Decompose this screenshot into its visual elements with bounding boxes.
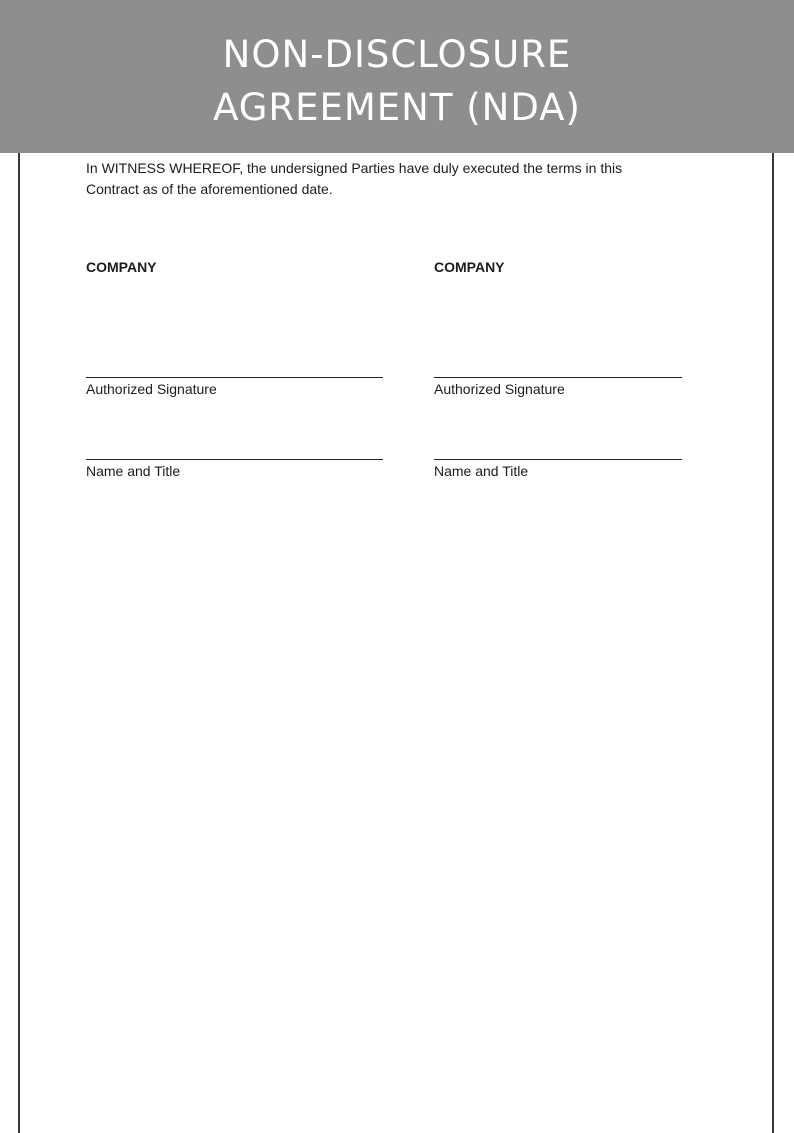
signature-line[interactable] <box>434 377 682 378</box>
party-heading: COMPANY <box>86 259 157 275</box>
banner-title-line-1: NON-DISCLOSURE <box>222 33 572 76</box>
witness-text-line-2: Contract as of the aforementioned date. <box>86 181 333 197</box>
banner-title-line-2: AGREEMENT (NDA) <box>213 86 581 129</box>
document-page <box>18 153 774 1133</box>
signature-label: Authorized Signature <box>434 381 565 397</box>
name-title-label: Name and Title <box>434 463 529 479</box>
party-heading: COMPANY <box>434 259 505 275</box>
signature-line[interactable] <box>86 377 383 378</box>
name-title-line[interactable] <box>86 459 383 460</box>
name-title-line[interactable] <box>434 459 682 460</box>
signature-label: Authorized Signature <box>86 381 217 397</box>
title-banner <box>0 0 794 153</box>
witness-paragraph <box>86 158 686 200</box>
witness-text-line-1: In WITNESS WHEREOF, the undersigned Parties have duly executed the terms in this <box>86 160 623 176</box>
name-title-label: Name and Title <box>86 463 181 479</box>
